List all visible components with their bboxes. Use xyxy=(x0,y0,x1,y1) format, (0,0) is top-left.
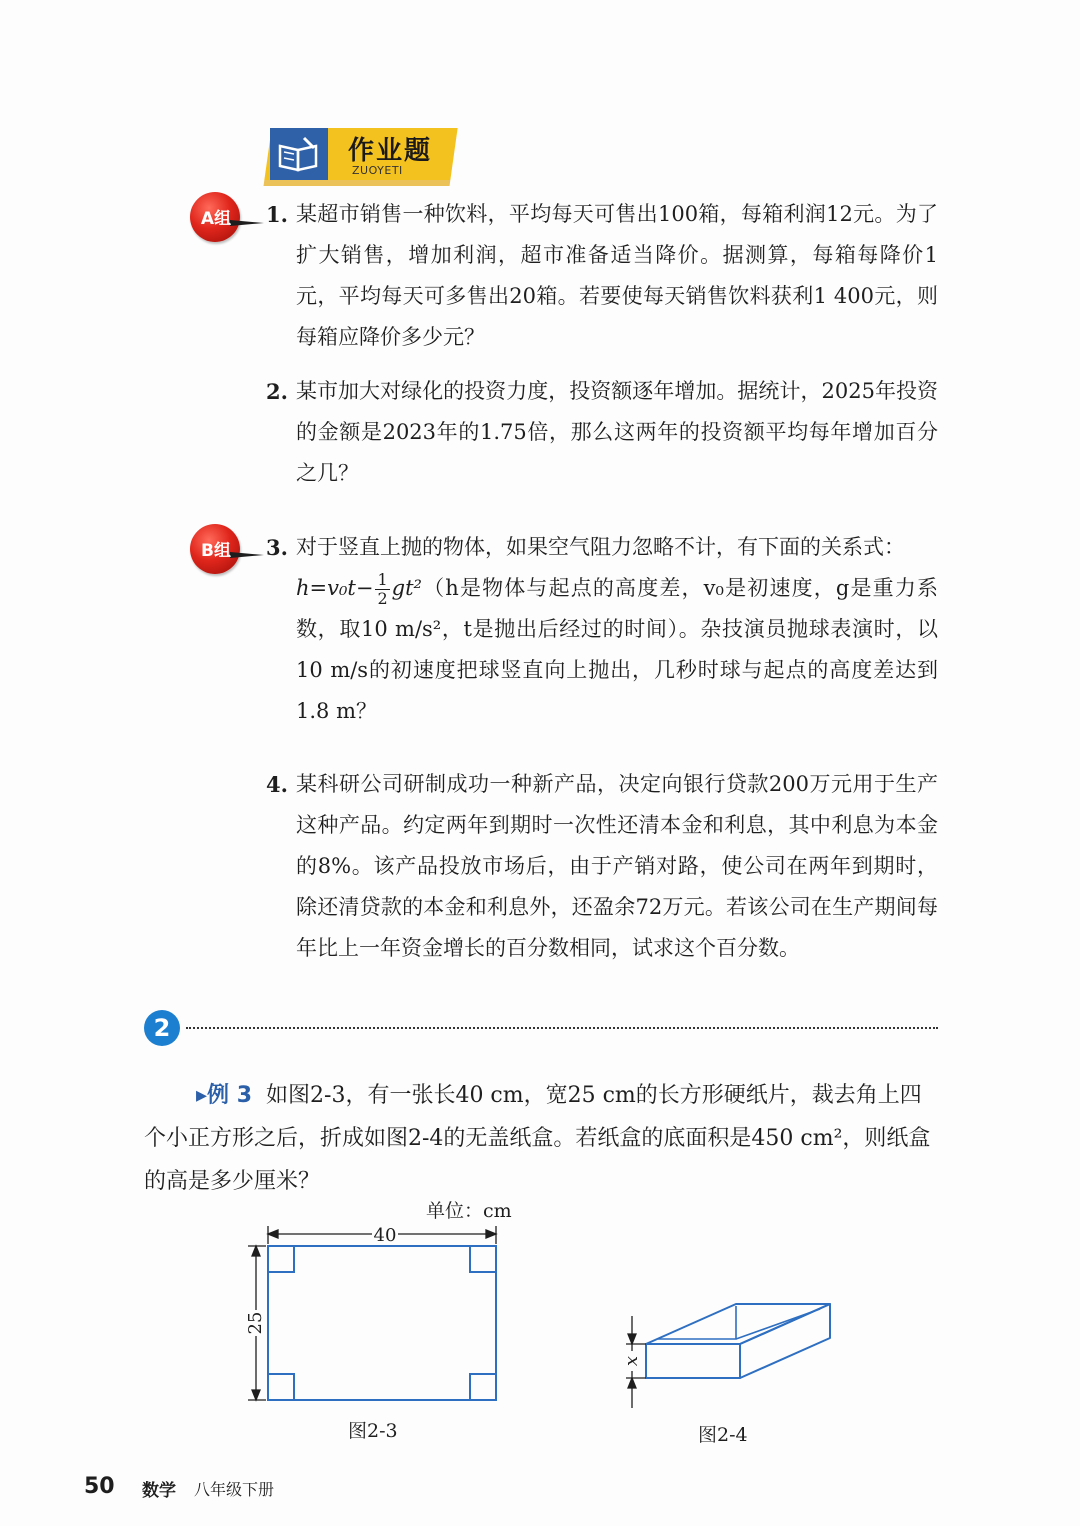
corner-square-br xyxy=(470,1374,496,1400)
problem-text: 某科研公司研制成功一种新产品，决定向银行贷款200万元用于生产这种产品。约定两年到期时一次性还清本金和利息，其中利息为本金的8%。该产品投放市场后，由于产销对路，使公司在两年到期时，除还清贷款的本金和利息外，还盈余72万元。若该公司在生产期间每年比上一年资金增长的百分数相同，试求这个百分数。 xyxy=(296,772,938,960)
box-right-face xyxy=(740,1304,830,1378)
homework-title: 作业题 xyxy=(348,136,433,166)
open-book-icon xyxy=(270,128,328,180)
formula-rhs: gt² xyxy=(391,576,422,600)
problem-1 xyxy=(266,194,938,358)
group-a-badge xyxy=(190,192,270,248)
homework-header xyxy=(262,126,458,186)
figure-2-4 xyxy=(612,1296,842,1412)
problem-4 xyxy=(266,764,938,969)
problem-text: 某超市销售一种饮料，平均每天可售出100箱，每箱利润12元。为了扩大销售，增加利润，超市准备适当降价。据测算，每箱每降价1元，平均每天可多售出20箱。若要使每天销售饮料获利1 400元，则每箱应降价多少元？ xyxy=(296,202,938,349)
fraction-denominator: 2 xyxy=(377,589,388,608)
problem-number: 3. xyxy=(266,535,288,560)
section-number-badge: 2 xyxy=(144,1010,180,1046)
formula-lhs: h=v₀t− xyxy=(296,576,374,600)
unit-label: 单位：cm xyxy=(426,1200,512,1222)
figure-2-3 xyxy=(240,1222,510,1412)
corner-square-tr xyxy=(470,1246,496,1272)
group-b-label: B组 xyxy=(201,541,231,561)
group-a-label: A组 xyxy=(200,209,232,229)
box-front-face xyxy=(646,1344,740,1378)
formula-fraction xyxy=(375,571,389,608)
problem-2 xyxy=(266,371,938,494)
problem-number: 1. xyxy=(266,202,288,227)
section-divider xyxy=(186,1027,938,1029)
box-height-label: x xyxy=(621,1355,642,1367)
problem-text-intro: 对于竖直上抛的物体，如果空气阻力忽略不计，有下面的关系式： xyxy=(296,535,905,559)
corner-square-bl xyxy=(268,1374,294,1400)
book-subject: 数学 xyxy=(142,1481,176,1501)
problem-3 xyxy=(266,527,938,732)
cardboard-rectangle xyxy=(268,1246,496,1400)
group-b-badge xyxy=(190,524,270,580)
example-3 xyxy=(144,1074,938,1203)
width-label: 40 xyxy=(373,1225,397,1246)
problem-text: 某市加大对绿化的投资力度，投资额逐年增加。据统计，2025年投资的金额是2023年的1.75倍，那么这两年的投资额平均每年增加百分之几？ xyxy=(296,379,938,485)
height-label: 25 xyxy=(245,1311,266,1335)
corner-square-tl xyxy=(268,1246,294,1272)
homework-subtitle: ZUOYETI xyxy=(352,164,403,177)
problem-number: 2. xyxy=(266,379,288,404)
book-grade: 八年级下册 xyxy=(194,1480,275,1499)
figure-2-3-caption: 图2-3 xyxy=(348,1420,398,1442)
example-tag: ▸例 3 xyxy=(196,1083,253,1108)
page-number: 50 xyxy=(84,1474,115,1499)
fraction-numerator: 1 xyxy=(377,570,388,589)
example-text: 如图2-3，有一张长40 cm，宽25 cm的长方形硬纸片，裁去角上四个小正方形之后，折成如图2-4的无盖纸盒。若纸盒的底面积是450 cm²，则纸盒的高是多少厘米？ xyxy=(144,1083,931,1194)
problem-number: 4. xyxy=(266,772,288,797)
problem-text xyxy=(296,527,938,732)
figure-2-4-caption: 图2-4 xyxy=(698,1424,748,1446)
problem-text-rest: （h是物体与起点的高度差，v₀是初速度，g是重力系数，取10 m/s²，t是抛出后经过的时间）。杂技演员抛球表演时，以10 m/s的初速度把球竖直向上抛出，几秒时球与起点的高度差达到1.8 m？ xyxy=(296,576,938,723)
